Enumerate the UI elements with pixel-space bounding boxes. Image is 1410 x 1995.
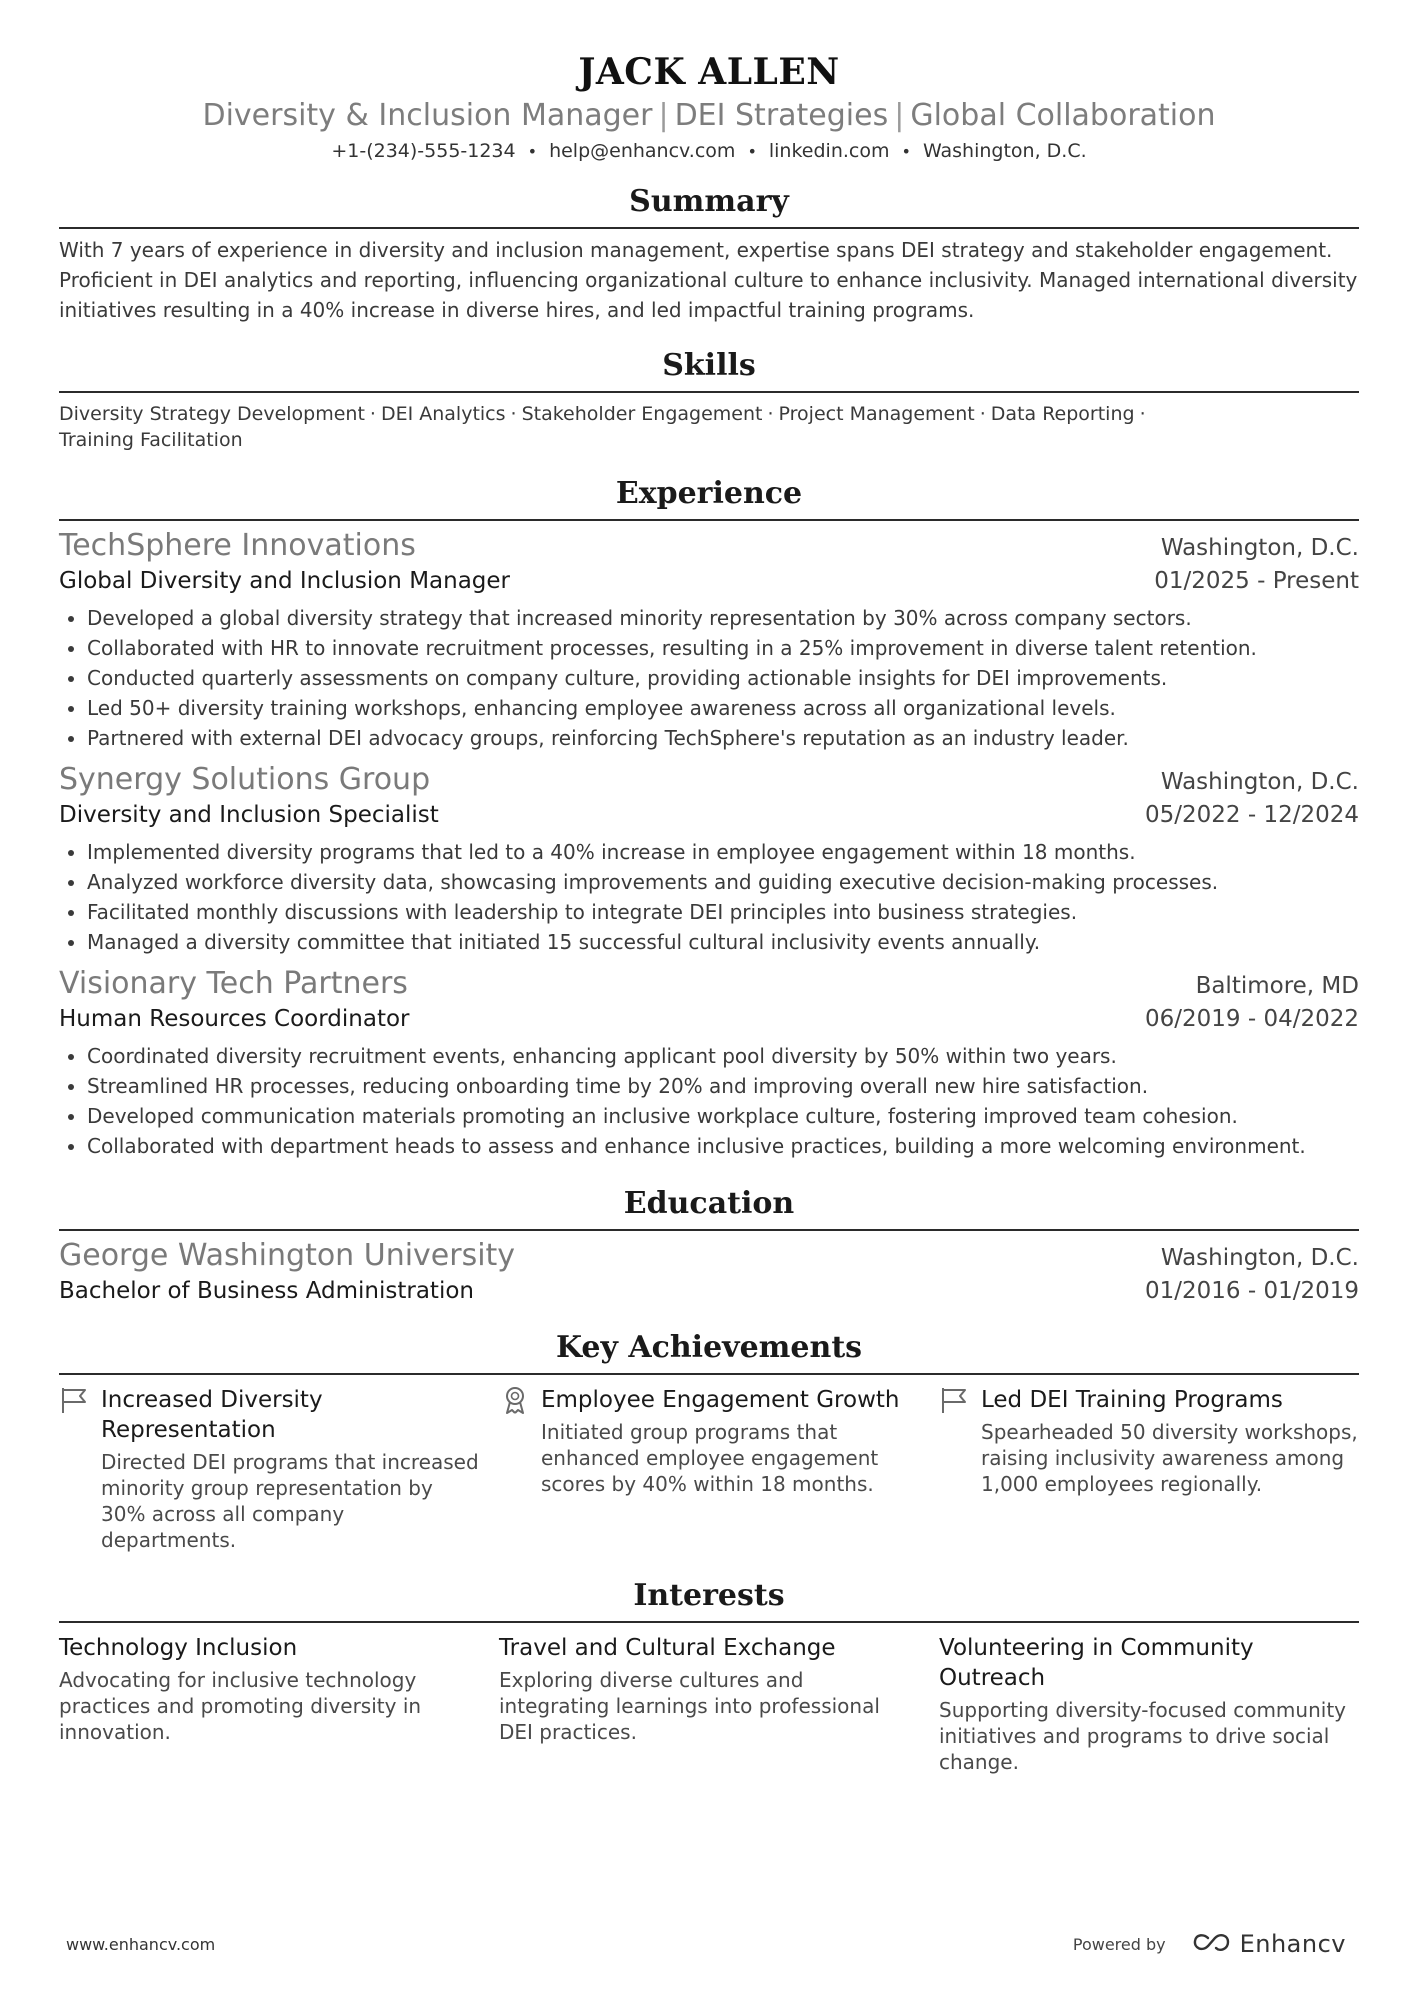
summary-text: With 7 years of experience in diversity and inclusion management, expertise spans DEI strategy and stakeholder engagement. Proficient in DEI analytics and reporting, influencing organizational culture to enhance inclusivity. Managed international diversity initiatives resulting in a 40% increase in diverse hires, and led impactful training programs. bbox=[59, 238, 1358, 322]
job-title: Diversity and Inclusion Specialist bbox=[59, 802, 439, 828]
experience-section bbox=[59, 475, 1359, 1161]
headline-item: Diversity & Inclusion Manager bbox=[202, 98, 653, 133]
candidate-name: JACK ALLEN bbox=[578, 51, 840, 93]
job-bullet: • Streamlined HR processes, reducing onboarding time by 20% and improving overall new hire satisfaction. bbox=[87, 1071, 1359, 1101]
job-bullets bbox=[59, 603, 1359, 753]
job-dates: 06/2019 - 04/2022 bbox=[1144, 1006, 1359, 1032]
section-divider bbox=[59, 391, 1359, 393]
achievement-item bbox=[939, 1385, 1359, 1553]
section-divider bbox=[59, 1373, 1359, 1375]
achievement-item bbox=[499, 1385, 919, 1553]
skill-item: Stakeholder Engagement bbox=[521, 403, 763, 425]
achievement-title: Led DEI Training Programs bbox=[981, 1387, 1283, 1413]
degree: Bachelor of Business Administration bbox=[59, 1278, 474, 1304]
resume-page bbox=[59, 0, 1359, 1775]
section-divider bbox=[59, 1621, 1359, 1623]
job-entry bbox=[59, 527, 1359, 753]
job-bullet: • Implemented diversity programs that led to a 40% increase in employee engagement within 18 months. bbox=[87, 837, 1359, 867]
interest-title: Technology Inclusion bbox=[59, 1635, 298, 1661]
job-location: Washington, D.C. bbox=[1160, 535, 1359, 561]
job-entry bbox=[59, 965, 1359, 1161]
achievement-title: Increased Diversity Representation bbox=[101, 1387, 323, 1443]
interest-item bbox=[59, 1633, 479, 1775]
interest-desc: Supporting diversity-focused community initiatives and programs to drive social change. bbox=[939, 1698, 1346, 1774]
section-title: Education bbox=[623, 1186, 795, 1221]
job-bullet: • Collaborated with department heads to assess and enhance inclusive practices, building a more welcoming environment. bbox=[87, 1131, 1359, 1161]
achievement-desc: Directed DEI programs that increased minority group representation by 30% across all company departments. bbox=[101, 1450, 479, 1552]
company-name: TechSphere Innovations bbox=[59, 528, 416, 563]
section-title: Summary bbox=[629, 184, 789, 219]
job-bullet: • Coordinated diversity recruitment events, enhancing applicant pool diversity by 50% within two years. bbox=[87, 1041, 1359, 1071]
job-bullet: • Analyzed workforce diversity data, showcasing improvements and guiding executive decision-making processes. bbox=[87, 867, 1359, 897]
section-divider bbox=[59, 1229, 1359, 1231]
flag-icon bbox=[59, 1385, 93, 1415]
interest-title: Travel and Cultural Exchange bbox=[499, 1635, 836, 1661]
headline-item: DEI Strategies bbox=[674, 98, 889, 133]
job-dates: 05/2022 - 12/2024 bbox=[1144, 802, 1359, 828]
job-dates: 01/2025 - Present bbox=[1154, 568, 1359, 594]
award-icon bbox=[499, 1385, 533, 1415]
interest-item bbox=[499, 1633, 919, 1775]
job-bullet: • Facilitated monthly discussions with leadership to integrate DEI principles into business strategies. bbox=[87, 897, 1359, 927]
headline-separator: | bbox=[894, 98, 905, 133]
skills-section bbox=[59, 347, 1359, 453]
headline bbox=[59, 96, 1359, 136]
achievement-desc: Initiated group programs that enhanced employee engagement scores by 40% within 18 months. bbox=[541, 1420, 879, 1496]
contact-info: +1-(234)-555-1234 • help@enhancv.com • linkedin.com • Washington, D.C. bbox=[331, 140, 1087, 162]
job-bullet: • Developed a global diversity strategy that increased minority representation by 30% across company sectors. bbox=[87, 603, 1359, 633]
interest-desc: Advocating for inclusive technology practices and promoting diversity in innovation. bbox=[59, 1668, 422, 1744]
contact-email[interactable]: help@enhancv.com bbox=[549, 140, 736, 162]
powered-by-label: Powered by bbox=[1072, 1934, 1166, 1954]
brand-name: Enhancv bbox=[1239, 1930, 1346, 1958]
enhancv-logo-icon bbox=[1190, 1932, 1234, 1956]
section-title: Interests bbox=[633, 1578, 785, 1613]
footer-branding bbox=[1073, 1930, 1346, 1958]
job-bullet: • Managed a diversity committee that initiated 15 successful cultural inclusivity events annually. bbox=[87, 927, 1359, 957]
footer-url[interactable]: www.enhancv.com bbox=[66, 1934, 216, 1954]
skill-item: DEI Analytics bbox=[380, 403, 506, 425]
interest-desc: Exploring diverse cultures and integrating learnings into professional DEI practices. bbox=[499, 1668, 880, 1744]
school-location: Washington, D.C. bbox=[1160, 1245, 1359, 1271]
skill-item: Project Management bbox=[778, 403, 975, 425]
section-title: Skills bbox=[662, 348, 756, 383]
interest-title: Volunteering in Community Outreach bbox=[939, 1635, 1254, 1691]
headline-item: Global Collaboration bbox=[910, 98, 1216, 133]
education-section bbox=[59, 1185, 1359, 1307]
section-title: Key Achievements bbox=[555, 1330, 863, 1365]
job-bullet: • Led 50+ diversity training workshops, enhancing employee awareness across all organizational levels. bbox=[87, 693, 1359, 723]
job-bullets bbox=[59, 1041, 1359, 1161]
company-name: Visionary Tech Partners bbox=[59, 966, 408, 1001]
contact-linkedin[interactable]: linkedin.com bbox=[768, 140, 890, 162]
headline-separator: | bbox=[658, 98, 669, 133]
section-title: Experience bbox=[615, 476, 803, 511]
achievement-item bbox=[59, 1385, 479, 1553]
footer bbox=[66, 1930, 1346, 1958]
job-location: Baltimore, MD bbox=[1195, 973, 1359, 999]
summary-section bbox=[59, 183, 1359, 325]
job-entry bbox=[59, 761, 1359, 957]
education-entry bbox=[59, 1237, 1359, 1307]
skills-list: Diversity Strategy Development · DEI Analytics · Stakeholder Engagement · Project Management · Data Reporting · Training Facilitation bbox=[59, 403, 1146, 451]
achievement-desc: Spearheaded 50 diversity workshops, raising inclusivity awareness among 1,000 employees regionally. bbox=[981, 1420, 1358, 1496]
contact-location: Washington, D.C. bbox=[922, 140, 1087, 162]
achievement-title: Employee Engagement Growth bbox=[541, 1387, 900, 1413]
job-bullets bbox=[59, 837, 1359, 957]
achievements-section bbox=[59, 1329, 1359, 1553]
brand-logo[interactable] bbox=[1190, 1930, 1346, 1958]
flag-icon bbox=[939, 1385, 973, 1415]
skill-item: Data Reporting bbox=[990, 403, 1135, 425]
interests-section bbox=[59, 1577, 1359, 1775]
job-bullet: • Partnered with external DEI advocacy groups, reinforcing TechSphere's reputation as an industry leader. bbox=[87, 723, 1359, 753]
job-title: Human Resources Coordinator bbox=[59, 1006, 410, 1032]
education-dates: 01/2016 - 01/2019 bbox=[1144, 1278, 1359, 1304]
school-name: George Washington University bbox=[59, 1238, 516, 1273]
contact-phone[interactable]: +1-(234)-555-1234 bbox=[331, 140, 516, 162]
skill-item: Training Facilitation bbox=[59, 429, 243, 451]
section-divider bbox=[59, 227, 1359, 229]
skill-item: Diversity Strategy Development bbox=[59, 403, 365, 425]
job-bullet: • Collaborated with HR to innovate recruitment processes, resulting in a 25% improvement in diverse talent retention. bbox=[87, 633, 1359, 663]
company-name: Synergy Solutions Group bbox=[59, 762, 431, 797]
job-title: Global Diversity and Inclusion Manager bbox=[59, 568, 511, 594]
job-bullet: • Developed communication materials promoting an inclusive workplace culture, fostering improved team cohesion. bbox=[87, 1101, 1359, 1131]
interest-item bbox=[939, 1633, 1359, 1775]
job-bullet: • Conducted quarterly assessments on company culture, providing actionable insights for DEI improvements. bbox=[87, 663, 1359, 693]
job-location: Washington, D.C. bbox=[1160, 769, 1359, 795]
section-divider bbox=[59, 519, 1359, 521]
